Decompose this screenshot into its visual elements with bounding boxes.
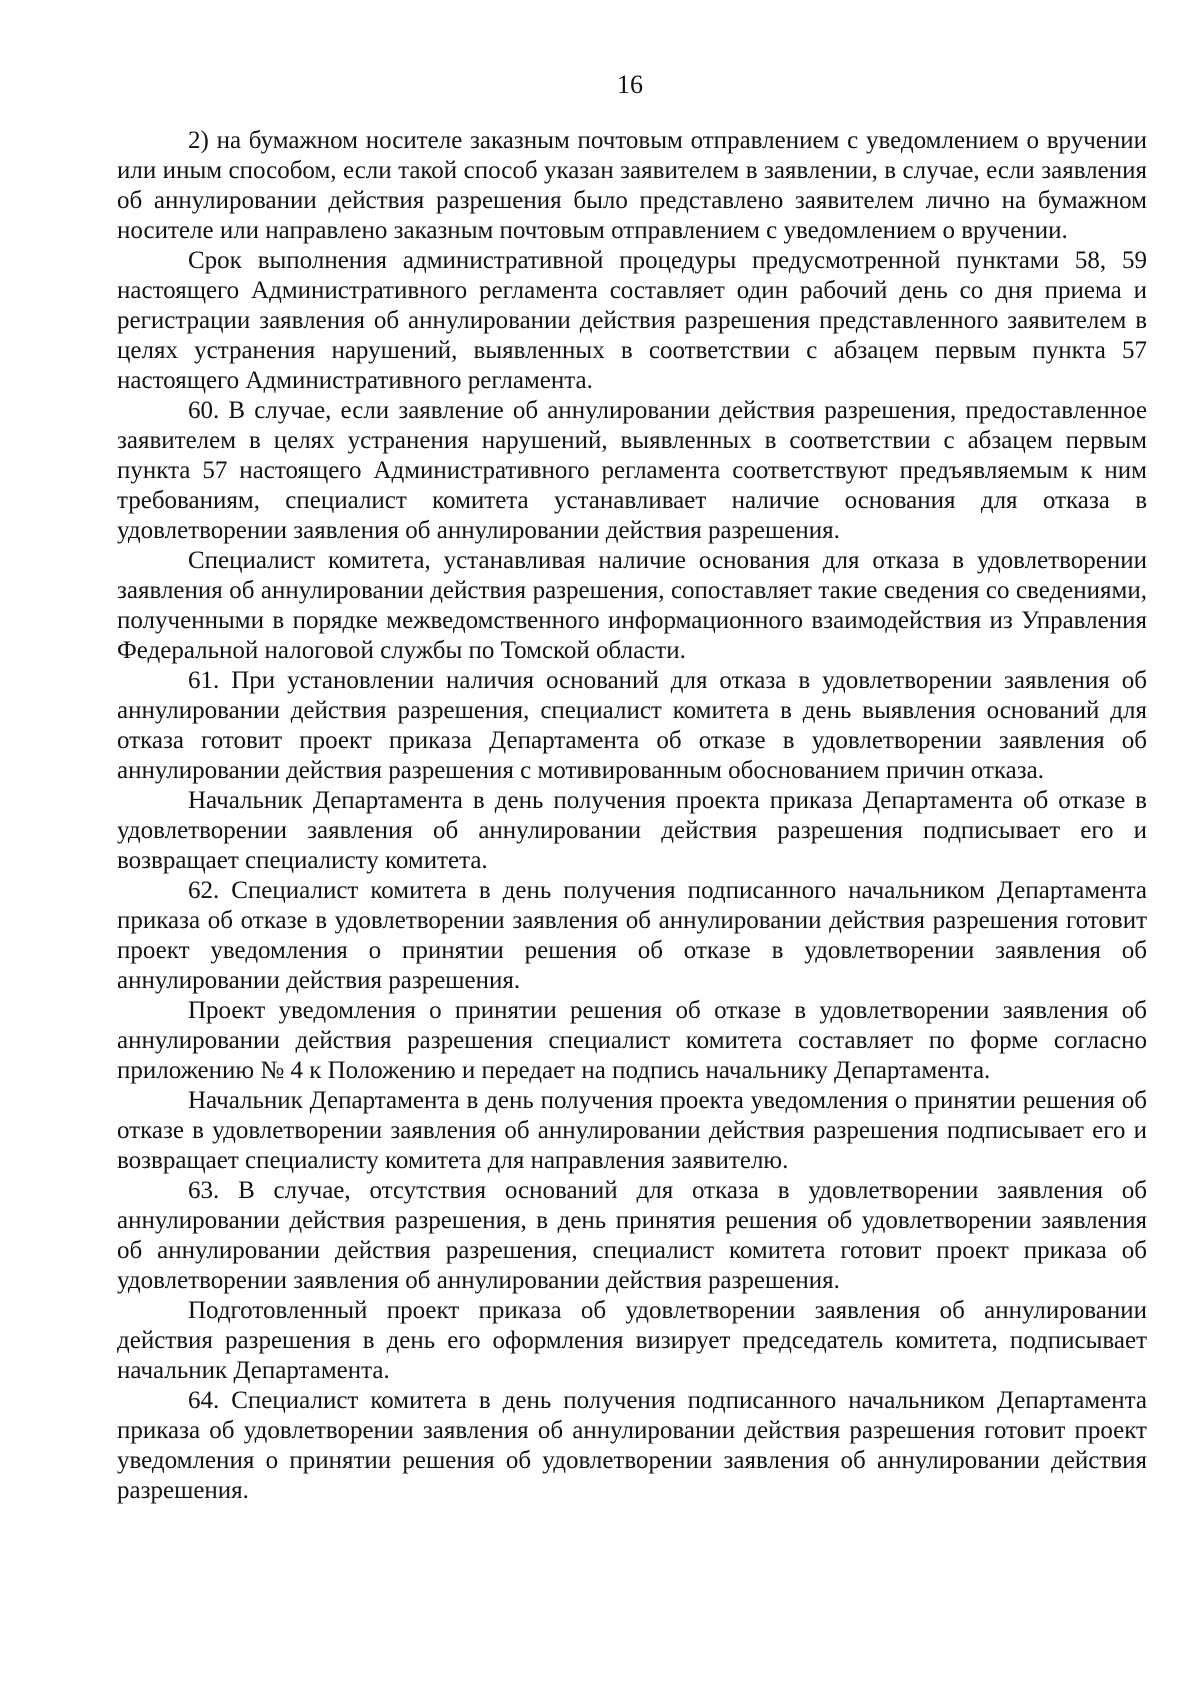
paragraph-61: 61. При установлении наличия оснований для отказа в удовлетворении заявления об аннулировании действия разрешения, специалист комитета в день выявления оснований для отказа готовит проект приказа Департамента об отказе в удовлетворении заявления об аннулировании действия разрешения с мотивированным обоснованием причин отказа. xyxy=(117,667,1147,784)
paragraph-procedure-term: Срок выполнения административной процедуры предусмотренной пунктами 58, 59 настоящего Административного регламента составляет один рабочий день со дня приема и регистрации заявления об аннулировании действия разрешения представленного заявителем в целях устранения нарушений, выявленных в соответствии с абзацем первым пункта 57 настоящего Административного регламента. xyxy=(117,247,1147,394)
paragraph-item-2-delivery: 2) на бумажном носителе заказным почтовым отправлением с уведомлением о вручении или иным способом, если такой способ указан заявителем в заявлении, в случае, если заявления об аннулировании действия разрешения было представлено заявителем лично на бумажном носителе или направлено заказным почтовым отправлением с уведомлением о вручении. xyxy=(117,127,1147,244)
paragraph-60-verification: Специалист комитета, устанавливая наличие основания для отказа в удовлетворении заявления об аннулировании действия разрешения, сопоставляет такие сведения со сведениями, полученными в порядке межведомственного информационного взаимодействия из Управления Федеральной налоговой службы по Томской области. xyxy=(117,547,1147,664)
page-number: 16 xyxy=(617,70,643,99)
paragraph-62-notice-draft: Проект уведомления о принятии решения об отказе в удовлетворении заявления об аннулировании действия разрешения специалист комитета составляет по форме согласно приложению № 4 к Положению и передает на подпись начальнику Департамента. xyxy=(117,997,1147,1084)
paragraph-62-notice-signing: Начальник Департамента в день получения проекта уведомления о принятии решения об отказе в удовлетворении заявления об аннулировании действия разрешения подписывает его и возвращает специалисту комитета для направления заявителю. xyxy=(117,1087,1147,1174)
paragraph-61-signing: Начальник Департамента в день получения проекта приказа Департамента об отказе в удовлетворении заявления об аннулировании действия разрешения подписывает его и возвращает специалисту комитета. xyxy=(117,787,1147,874)
paragraph-60: 60. В случае, если заявление об аннулировании действия разрешения, предоставленное заявителем в целях устранения нарушений, выявленных в соответствии с абзацем первым пункта 57 настоящего Административного регламента соответствуют предъявляемым к ним требованиям, специалист комитета устанавливает наличие основания для отказа в удовлетворении заявления об аннулировании действия разрешения. xyxy=(117,397,1147,544)
paragraph-64: 64. Специалист комитета в день получения подписанного начальником Департамента приказа об удовлетворении заявления об аннулировании действия разрешения готовит проект уведомления о принятии решения об удовлетворении заявления об аннулировании действия разрешения. xyxy=(117,1387,1147,1504)
paragraph-63: 63. В случае, отсутствия оснований для отказа в удовлетворении заявления об аннулировании действия разрешения, в день принятия решения об удовлетворении заявления об аннулировании действия разрешения, специалист комитета готовит проект приказа об удовлетворении заявления об аннулировании действия разрешения. xyxy=(117,1177,1147,1294)
document-body xyxy=(117,126,1147,1506)
paragraph-63-approval: Подготовленный проект приказа об удовлетворении заявления об аннулировании действия разрешения в день его оформления визирует председатель комитета, подписывает начальник Департамента. xyxy=(117,1297,1147,1384)
paragraph-62: 62. Специалист комитета в день получения подписанного начальником Департамента приказа об отказе в удовлетворении заявления об аннулировании действия разрешения готовит проект уведомления о принятии решения об отказе в удовлетворении заявления об аннулировании действия разрешения. xyxy=(117,877,1147,994)
